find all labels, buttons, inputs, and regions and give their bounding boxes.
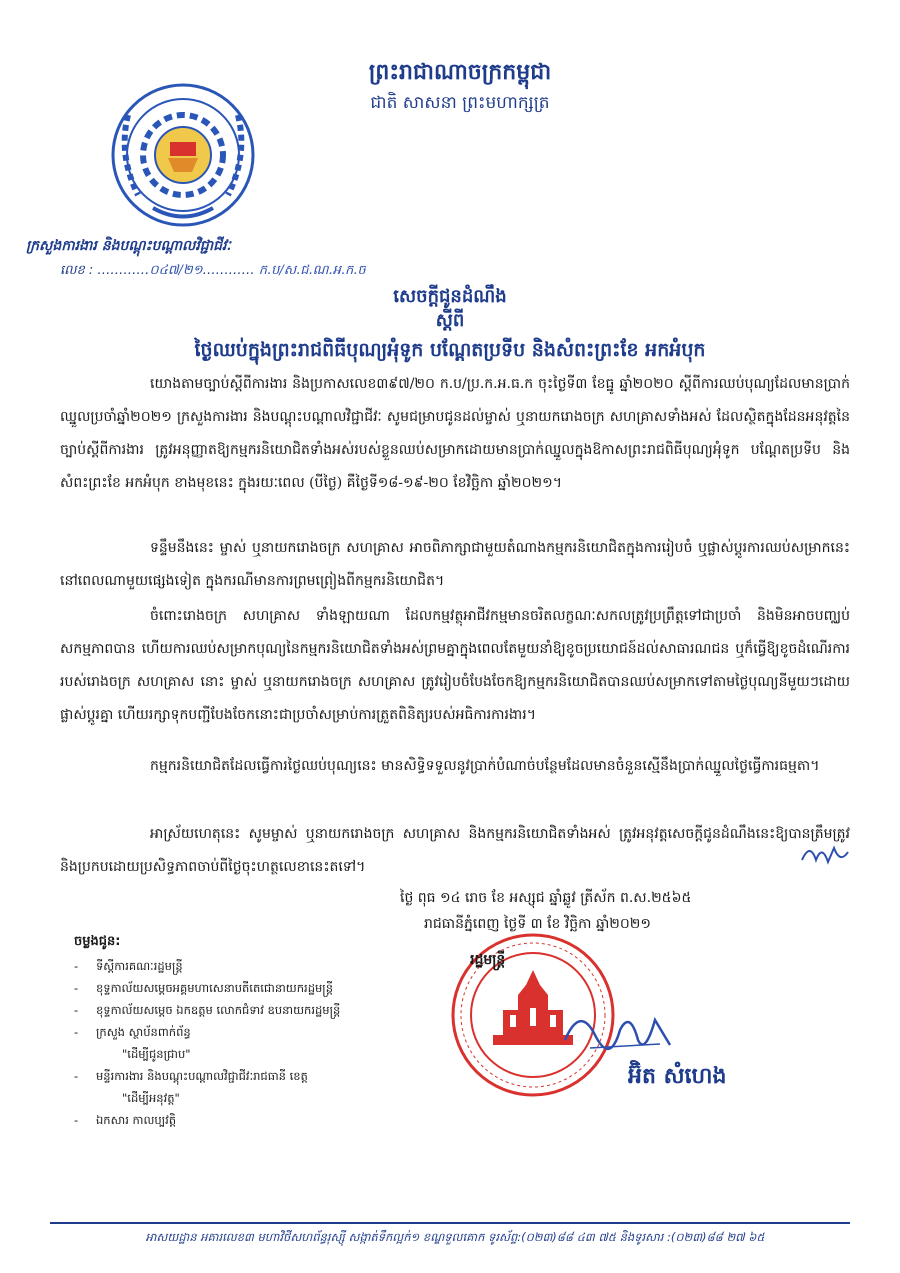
- cc-item: - ឯកសារ កាលប្បវត្តិ: [74, 1113, 177, 1127]
- initials-mark-icon: [800, 840, 850, 868]
- paragraph-5: អាស្រ័យហេតុនេះ សូមម្ចាស់ ឬនាយករោងចក្រ សហគ្រាស និងកម្មករនិយោជិតទាំងអស់ ត្រូវអនុវត្តសេចក្តីជូនដំណឹងនេះឱ្យបានត្រឹមត្រូវ និងប្រកបដោយប្រសិទ្ធភាពចាប់ពីថ្ងៃចុះហត្ថលេខានេះតទៅ។: [60, 826, 850, 875]
- ministry-name: ក្រសួងការងារ និងបណ្តុះបណ្តាលវិជ្ជាជីវៈ: [26, 238, 231, 254]
- paragraph-3: ចំពោះរោងចក្រ សហគ្រាស ទាំងឡាយណា ដែលកម្មវត្ថុអាជីវកម្មមានចរិតលក្ខណៈសកលត្រូវប្រព្រឹត្តទៅជាប្រចាំ និងមិនអាចបញ្ឈប់សកម្មភាពបាន ហើយការឈប់សម្រាកបុណ្យនៃកម្មករនិយោជិតទាំងអស់ព្រមគ្នាក្នុងពេលតែមួយនាំឱ្យខូចប្រយោជន៍ដល់សាធារណជន ឬក៏ធ្វើឱ្យខូចដំណើរការរបស់រោងចក្រ សហគ្រាស នោះ ម្ចាស់ ឬនាយករោងចក្រ សហគ្រាស ត្រូវរៀបចំបែងចែកឱ្យកម្មករនិយោជិតបានឈប់សម្រាកទៅតាមថ្ងៃបុណ្យនីមួយៗដោយផ្លាស់ប្តូរគ្នា ហើយរក្សាទុកបញ្ជីបែងចែកនោះជាប្រចាំសម្រាប់ការត្រួតពិនិត្យរបស់អធិការការងារ។: [60, 608, 850, 723]
- reference-code: ក.ប/ស.ជ.ណ.អ.ក.ច: [258, 263, 366, 278]
- reference-number-value: ០៤៧: [149, 263, 179, 278]
- kingdom-heading: ព្រះរាជាណាចក្រកម្ពុជា: [368, 60, 552, 85]
- reference-number: លេខ : …………០៤៧/២១………… ក.ប/ស.ជ.ណ.អ.ក.ច: [60, 263, 366, 278]
- lunar-date: ថ្ងៃ ពុធ ១៤ រោច ខែ អស្សុជ ឆ្នាំឆ្លូវ ត្រីស័ក ព.ស.២៥៦៥: [400, 890, 692, 906]
- cc-item: - ខុទ្ទកាល័យសម្តេចអគ្គមហាសេនាបតីតេជោនាយករដ្ឋមន្ត្រី: [74, 981, 334, 995]
- minister-title: រដ្ឋមន្ត្រី: [470, 952, 506, 968]
- document-title: សេចក្តីជូនដំណឹង: [393, 286, 507, 307]
- paragraph-1: យោងតាមច្បាប់ស្តីពីការងារ និងប្រកាសលេខ៣៩៧/២០ ក.ប/ប្រ.ក.អ.ធ.ក ចុះថ្ងៃទី៣ ខែធ្នូ ឆ្នាំ២០២០ ស្តីពីការឈប់បុណ្យដែលមានប្រាក់ឈ្នួលប្រចាំឆ្នាំ២០២១ ក្រសួងការងារ និងបណ្តុះបណ្តាលវិជ្ជាជីវៈ សូមជម្រាបជូនដល់ម្ចាស់ ឬនាយករោងចក្រ សហគ្រាសទាំងអស់ ដែលស្ថិតក្នុងដែនអនុវត្តនៃច្បាប់ស្តីពីការងារ ត្រូវអនុញ្ញាតឱ្យកម្មករនិយោជិតទាំងអស់របស់ខ្លួនឈប់សម្រាកដោយមានប្រាក់ឈ្នួលក្នុងឱកាសព្រះរាជពិធីបុណ្យអុំទូក បណ្តែតប្រទីប និងសំពះព្រះខែ អកអំបុក ខាងមុខនេះ ក្នុងរយៈពេល (បីថ្ងៃ) គឺថ្ងៃទី១៨-១៩-២០ ខែវិច្ឆិកា ឆ្នាំ២០២១។: [60, 376, 850, 491]
- document-subtitle: ស្តីពី: [435, 310, 465, 331]
- paragraph-2: ទន្ទឹមនឹងនេះ ម្ចាស់ ឬនាយករោងចក្រ សហគ្រាស អាចពិភាក្សាជាមួយតំណាងកម្មករនិយោជិតក្នុងការរៀបចំ ឬផ្លាស់ប្តូរការឈប់សម្រាកនេះនៅពេលណាមួយផ្សេងទៀត ក្នុងករណីមានការព្រមព្រៀងពីកម្មករនិយោជិត។: [60, 540, 850, 589]
- cc-item: - ទីស្តីការគណៈរដ្ឋមន្ត្រី: [74, 959, 183, 973]
- solar-date: រាជធានីភ្នំពេញ ថ្ងៃទី ៣ ខែ វិច្ឆិកា ឆ្នាំ២០២១: [424, 916, 651, 932]
- handwritten-signature-icon: [560, 1000, 680, 1060]
- reference-year: /២១: [178, 263, 203, 278]
- paragraph-4: កម្មករនិយោជិតដែលធ្វើការថ្ងៃឈប់បុណ្យនេះ មានសិទ្ធិទទួលនូវប្រាក់បំណាច់បន្ថែមដែលមានចំនួនស្មើនឹងប្រាក់ឈ្នួលថ្ងៃធ្វើការធម្មតា។: [150, 758, 820, 774]
- footer-address: អាសយដ្ឋាន អគារលេខ៣ មហាវិថីសហព័ន្ធរុស្ស៊ី សង្កាត់ទឹកល្អក់១ ខណ្ឌទួលគោក ទូរស័ព្ទ:(០២៣)៨៨ ៤៣ ៧៥ និងទូរសារ :(០២៣)៨៨ ២៧ ៦៥: [145, 1230, 765, 1244]
- reference-label: លេខ :: [60, 263, 94, 278]
- cc-heading: ចម្លងជូន:: [74, 934, 121, 949]
- minister-name: អ៊ិត សំហេង: [628, 1064, 727, 1089]
- footer-divider: [50, 1222, 850, 1224]
- ministry-seal-icon: [108, 80, 258, 230]
- national-motto: ជាតិ សាសនា ព្រះមហាក្សត្រ: [370, 93, 550, 113]
- cc-item: - ខុទ្ទកាល័យសម្តេច ឯកឧត្តម លោកជំទាវ ឧបនាយករដ្ឋមន្ត្រី: [74, 1003, 341, 1017]
- cc-item-note: "ដើម្បីជូនជ្រាប": [122, 1047, 191, 1061]
- cc-item: - ក្រសួង ស្ថាប័នពាក់ព័ន្ធ: [74, 1025, 191, 1039]
- document-subject: ថ្ងៃឈប់ក្នុងព្រះរាជពិធីបុណ្យអុំទូក បណ្តែតប្រទីប និងសំពះព្រះខែ អកអំបុក: [194, 339, 706, 361]
- cc-item: - មន្ទីរការងារ និងបណ្តុះបណ្តាលវិជ្ជាជីវៈរាជធានី ខេត្ត: [74, 1069, 308, 1083]
- cc-list: [74, 955, 340, 1131]
- cc-item-note: "ដើម្បីអនុវត្ត": [122, 1091, 180, 1105]
